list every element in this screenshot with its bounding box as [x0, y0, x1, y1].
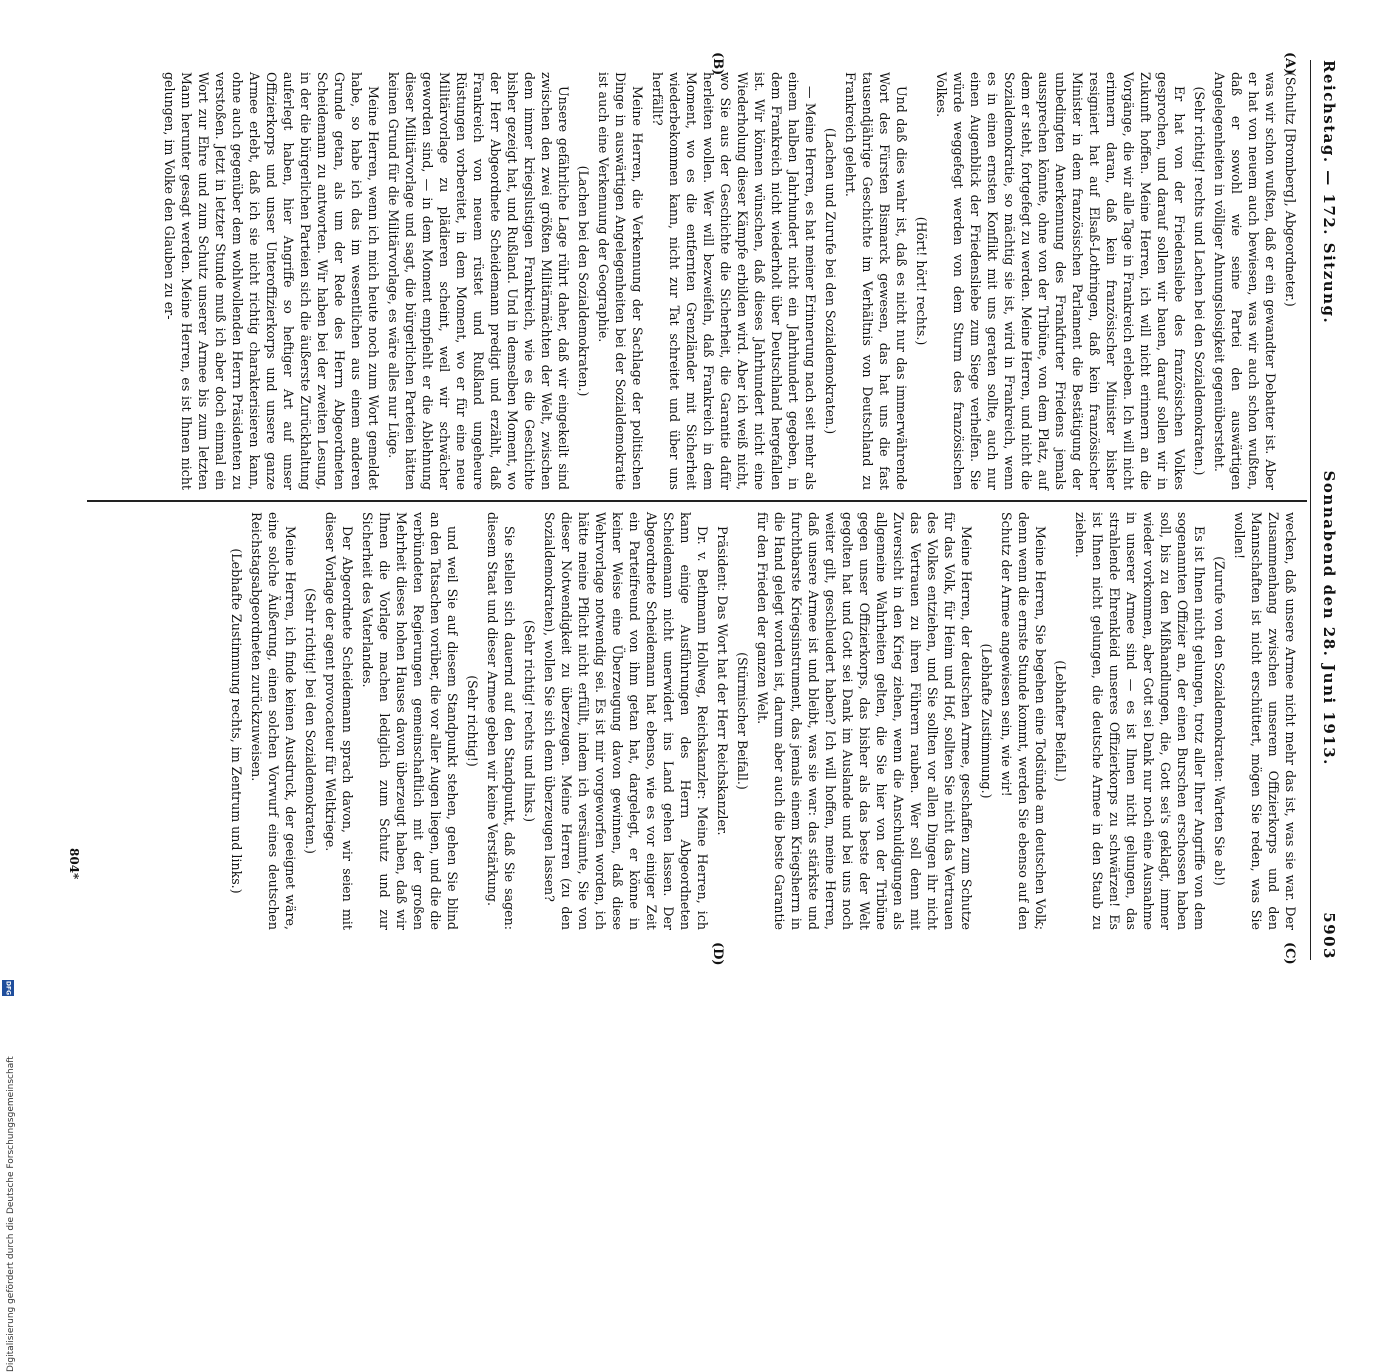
- paragraph: Meine Herren, der deutschen Armee, geschaffen zum Schutze für das Volk, für Heim und Hof, sollten Sie nicht das Vertrauen des Volkes entziehen, und Sie sollten vor allen Dingen ihr nicht das Vertrauen zu ihren Führern rauben. Wer soll denn mit Zuversicht in den Krieg ziehen, wenn die Anschuldigungen als allgemeine Wahrheiten gelten, die Sie hier von der Tribüne gegen unser Offizierkorps, das bisher als das beste der Welt gegolten hat und Gott sei Dank im Auslande und bei uns noch weiter gilt, geschleudert haben? Ich will hoffen, meine Herren, daß unsere Armee ist und bleibt, was sie war: das stärkste und furchtbarste Kriegsinstrument, das jemals einem Kriegsherrn in die Hand gelegt worden ist, darum aber auch die beste Garantie für den Frieden der ganzen Welt.: [755, 512, 974, 930]
- interjection: (Lebhafte Zustimmung rechts, im Zentrum und links.): [229, 548, 244, 894]
- paragraph: Unsere gefährliche Lage rührt daher, daß wir eingekeilt sind zwischen den zwei größten Militärmächten der Welt, zwischen dem immer kriegslustigen Frankreich, wie es die Geschichte bisher gezeigt hat, und Rußland. Und in demselben Moment, wo der Herr Abgeordnete Scheidemann predigt und erzählt, daß Frankreich von neuem rüstet und Rußland ungeheure Rüstungen vorbereitet, in dem Moment, wo er für eine neue Militärvorlage zu plädieren scheint, weil wir schwächer geworden sind, — in dem Moment empfiehlt er die Ablehnung dieser Militärvorlage und sagt, die bürgerlichen Parteien hätten keinen Grund für die Militärvorlage, es wäre alles nur Lüge.: [386, 72, 571, 490]
- interjection: (Hört! hört! rechts.): [914, 216, 929, 346]
- paragraph: wecken, daß unsere Armee nicht mehr das ist, was sie war. Der Zusammenhang zwischen unserem Offizierkorps und den Mannschaften ist nicht erschüttert, mögen Sie reden, was Sie wollen!: [1232, 512, 1298, 930]
- paragraph: Sie stellen sich dauernd auf den Standpunkt, daß Sie sagen: diesem Staat und dieser Armee geben wir keine Verstärkung.: [485, 512, 517, 930]
- left-column: [158, 72, 1299, 490]
- interjection: (Zurufe von den Sozialdemokraten: Warten Sie ab!): [1212, 556, 1227, 886]
- paragraph: Präsident: Das Wort hat der Herr Reichskanzler.: [715, 526, 730, 836]
- paragraph: Und daß dies wahr ist, daß es nicht nur das immerwährende Wort des Fürsten Bismarck gewesen, das hat uns die fast tausendjährige Geschichte im Verhältnis von Deutschland zu Frankreich gelehrt.: [843, 72, 909, 490]
- interjection: (Sehr richtig!): [465, 675, 480, 767]
- paragraph: — Meine Herren, es hat meiner Erinnerung nach seit mehr als einem halben Jahrhundert nicht ein Jahrhundert gegeben, in dem Frankreich nicht wiederholt über Deutschland hergefallen ist. Wir können wünschen, daß dieses Jahrhundert nicht eine Wiederholung dieser Kämpfe erbilden wird. Aber ich weiß nicht, wo Sie aus der Geschichte die Sicherheit, die Garantie dafür herleiten wollen. Wer will bezweifeln, daß Frankreich in dem Moment, wo es die entfernten Grenzländer mit Sicherheit wiederbekommen kann, nicht zur Tat schreitet und über uns herfällt?: [650, 72, 818, 490]
- paragraph: Der Abgeordnete Scheidemann sprach davon, wir seien mit dieser Vorlage der agent provocateur für Weltkriege.: [323, 512, 355, 930]
- paragraph: Es ist Ihnen nicht gelungen, trotz aller Ihrer Angriffe von dem sogenannten Offizier an, der einen Burschen erschossen haben soll, bis zu den Mißhandlungen, die, Gott sei's geklagt, immer wieder vorkommen, aber Gott sei Dank nur noch eine Ausnahme in unserer Armee sind — es ist Ihnen nicht gelungen, das strahlende Ehrenkleid unseres Offizierkorps zu schwärzen! Es ist Ihnen nicht gelungen, die deutsche Armee in den Staub zu ziehen.: [1073, 512, 1207, 930]
- paragraph: Meine Herren, ich finde keinen Ausdruck, der geeignet wäre, eine solche Äußerung, einen solchen Vorwurf eines deutschen Reichstagsabgeordneten zurückzuweisen.: [249, 512, 298, 930]
- digitization-credit: Digitalisierung gefördert durch die Deutsche Forschungsgemeinschaft: [6, 1056, 16, 1372]
- dfg-logo: DFG: [2, 980, 14, 996]
- interjection: (Sehr richtig! rechts und Lachen bei den Sozialdemokraten.): [1192, 86, 1207, 476]
- interjection: (Lachen bei den Sozialdemokraten.): [576, 165, 591, 397]
- margin-mark-d: (D): [710, 942, 725, 966]
- header-page-number: 5903: [1320, 912, 1338, 960]
- interjection: (Sehr richtig! rechts und links.): [522, 619, 537, 823]
- paragraph: was wir schon wußten, daß er ein gewandter Debatter ist. Aber er hat von neuem auch bewiesen, was wir auch schon wußten, daß er sowohl wie seine Partei den auswärtigen Angelegenheiten in völliger Ahnungslosigkeit gegenübersteht.: [1212, 72, 1278, 490]
- header-left: Reichstag. — 172. Sitzung.: [1320, 60, 1338, 325]
- margin-mark-b: (B): [710, 52, 725, 76]
- footer-number: 804*: [67, 848, 81, 880]
- interjection: (Lachen und Zurufe bei den Sozialdemokraten.): [823, 127, 838, 435]
- column-divider: [87, 500, 1307, 502]
- paragraph: Meine Herren, die Verkennung der Sachlage der politischen Dinge in auswärtigen Angelegenheiten bei der Sozialdemokratie ist auch eine Verkennung der Geographie.: [596, 72, 645, 490]
- margin-mark-c: (C): [1282, 942, 1297, 965]
- paragraph: Dr. v. Bethmann Hollweg, Reichskanzler: Meine Herren, ich kann einige Ausführungen des Herrn Abgeordneten Scheidemann nicht unerwidert ins Land gehen lassen. Der Abgeordnete Scheidemann hat ebenso, wie es vor einiger Zeit ein Parteifreund von ihm getan hat, dargelegt, er könne in keiner Weise eine Überzeugung davon gewinnen, daß diese Wehrvorlage notwendig sei. Es ist mir vorgeworfen worden, ich hätte meine Pflicht nicht erfüllt, indem ich versäumte, Sie von dieser Notwendigkeit zu überzeugen. Meine Herren (zu den Sozialdemokraten), wollen Sie sich denn überzeugen lassen?: [542, 512, 710, 930]
- interjection: (Stürmischer Beifall.): [735, 652, 750, 790]
- interjection: (Lebhafter Beifall.): [1053, 660, 1068, 782]
- page-header: [1315, 60, 1343, 960]
- paragraph: und weil Sie auf diesem Standpunkt stehen, gehen Sie blind an den Tatsachen vorüber, die vor aller Augen liegen, und die die verbündeten Regierungen gemeinschaftlich mit der großen Mehrheit dieses hohen Hauses davon überzeugt haben, daß wir Ihnen die Vorlage machen lediglich zum Schutz und zur Sicherheit des Vaterlandes.: [360, 512, 460, 930]
- interjection: (Sehr richtig! bei den Sozialdemokraten.): [303, 588, 318, 854]
- right-column: [225, 512, 1299, 930]
- paragraph: Meine Herren, wenn ich mich heute noch zum Wort gemeldet habe, so habe ich das im wesentlichen aus einem anderen Grunde getan, als um der Rede des Herrn Abgeordneten Scheidemann zu antworten. Wir haben bei der zweiten Lesung, in der die bürgerlichen Parteien sich die äußerste Zurückhaltung auferlegt haben, hier Angriffe so heftiger Art auf unser Offizierkorps und unser Unteroffizierkorps und unsere ganze Armee erlebt, daß ich sie nicht richtig charakterisieren kann, ohne auch gegenüber dem wohlwollenden Herrn Präsidenten zu verstoßen. Jetzt in letzter Stunde muß ich aber doch einmal ein Wort zur Ehre und zum Schutz unserer Armee bis zum letzten Mann herunter gesagt werden. Meine Herren, es ist Ihnen nicht gelungen, im Volke den Glauben zu er-: [162, 72, 381, 490]
- margin-mark-a: (A): [1282, 52, 1297, 75]
- paragraph: Meine Herren, Sie begehen eine Todsünde am deutschen Volk; denn wenn die ernste Stunde kommt, werden Sie ebenso auf den Schutz der Armee angewiesen sein, wie wir!: [999, 512, 1048, 930]
- interjection: (Lebhafte Zustimmung.): [979, 643, 994, 799]
- paragraph: (Schultz [Bromberg], Abgeordneter.): [1283, 72, 1298, 307]
- header-date: Sonnabend den 28. Juni 1913.: [1320, 470, 1338, 766]
- header-rule: [1310, 60, 1311, 960]
- paragraph: Er hat von der Friedensliebe des französischen Volkes gesprochen, und darauf sollen wir bauen, darauf sollen wir in Zukunft hoffen. Meine Herren, ich will nicht erinnern an die Vorgänge, die wir alle Tage in Frankreich erleben. Ich will nicht erinnern daran, daß kein französischer Minister bisher resigniert hat auf Elsaß-Lothringen, daß kein französischer Minister in dem französischen Parlament die Bestätigung der unbedingten Anerkennung des Frankfurter Friedens jemals aussprechen könnte, ohne von der Tribüne, von dem Platz, auf dem er steht, fortgefegt zu werden. Meine Herren, und nicht die Sozialdemokratie, so mächtig sie ist, wird in Frankreich, wenn es in einen ernsten Konflikt mit uns geraten sollte, auch nur einen Augenblick der Friedensliebe zum Siege verhelfen. Sie würde weggefegt werden von dem Sturm des französischen Volkes.: [934, 72, 1187, 490]
